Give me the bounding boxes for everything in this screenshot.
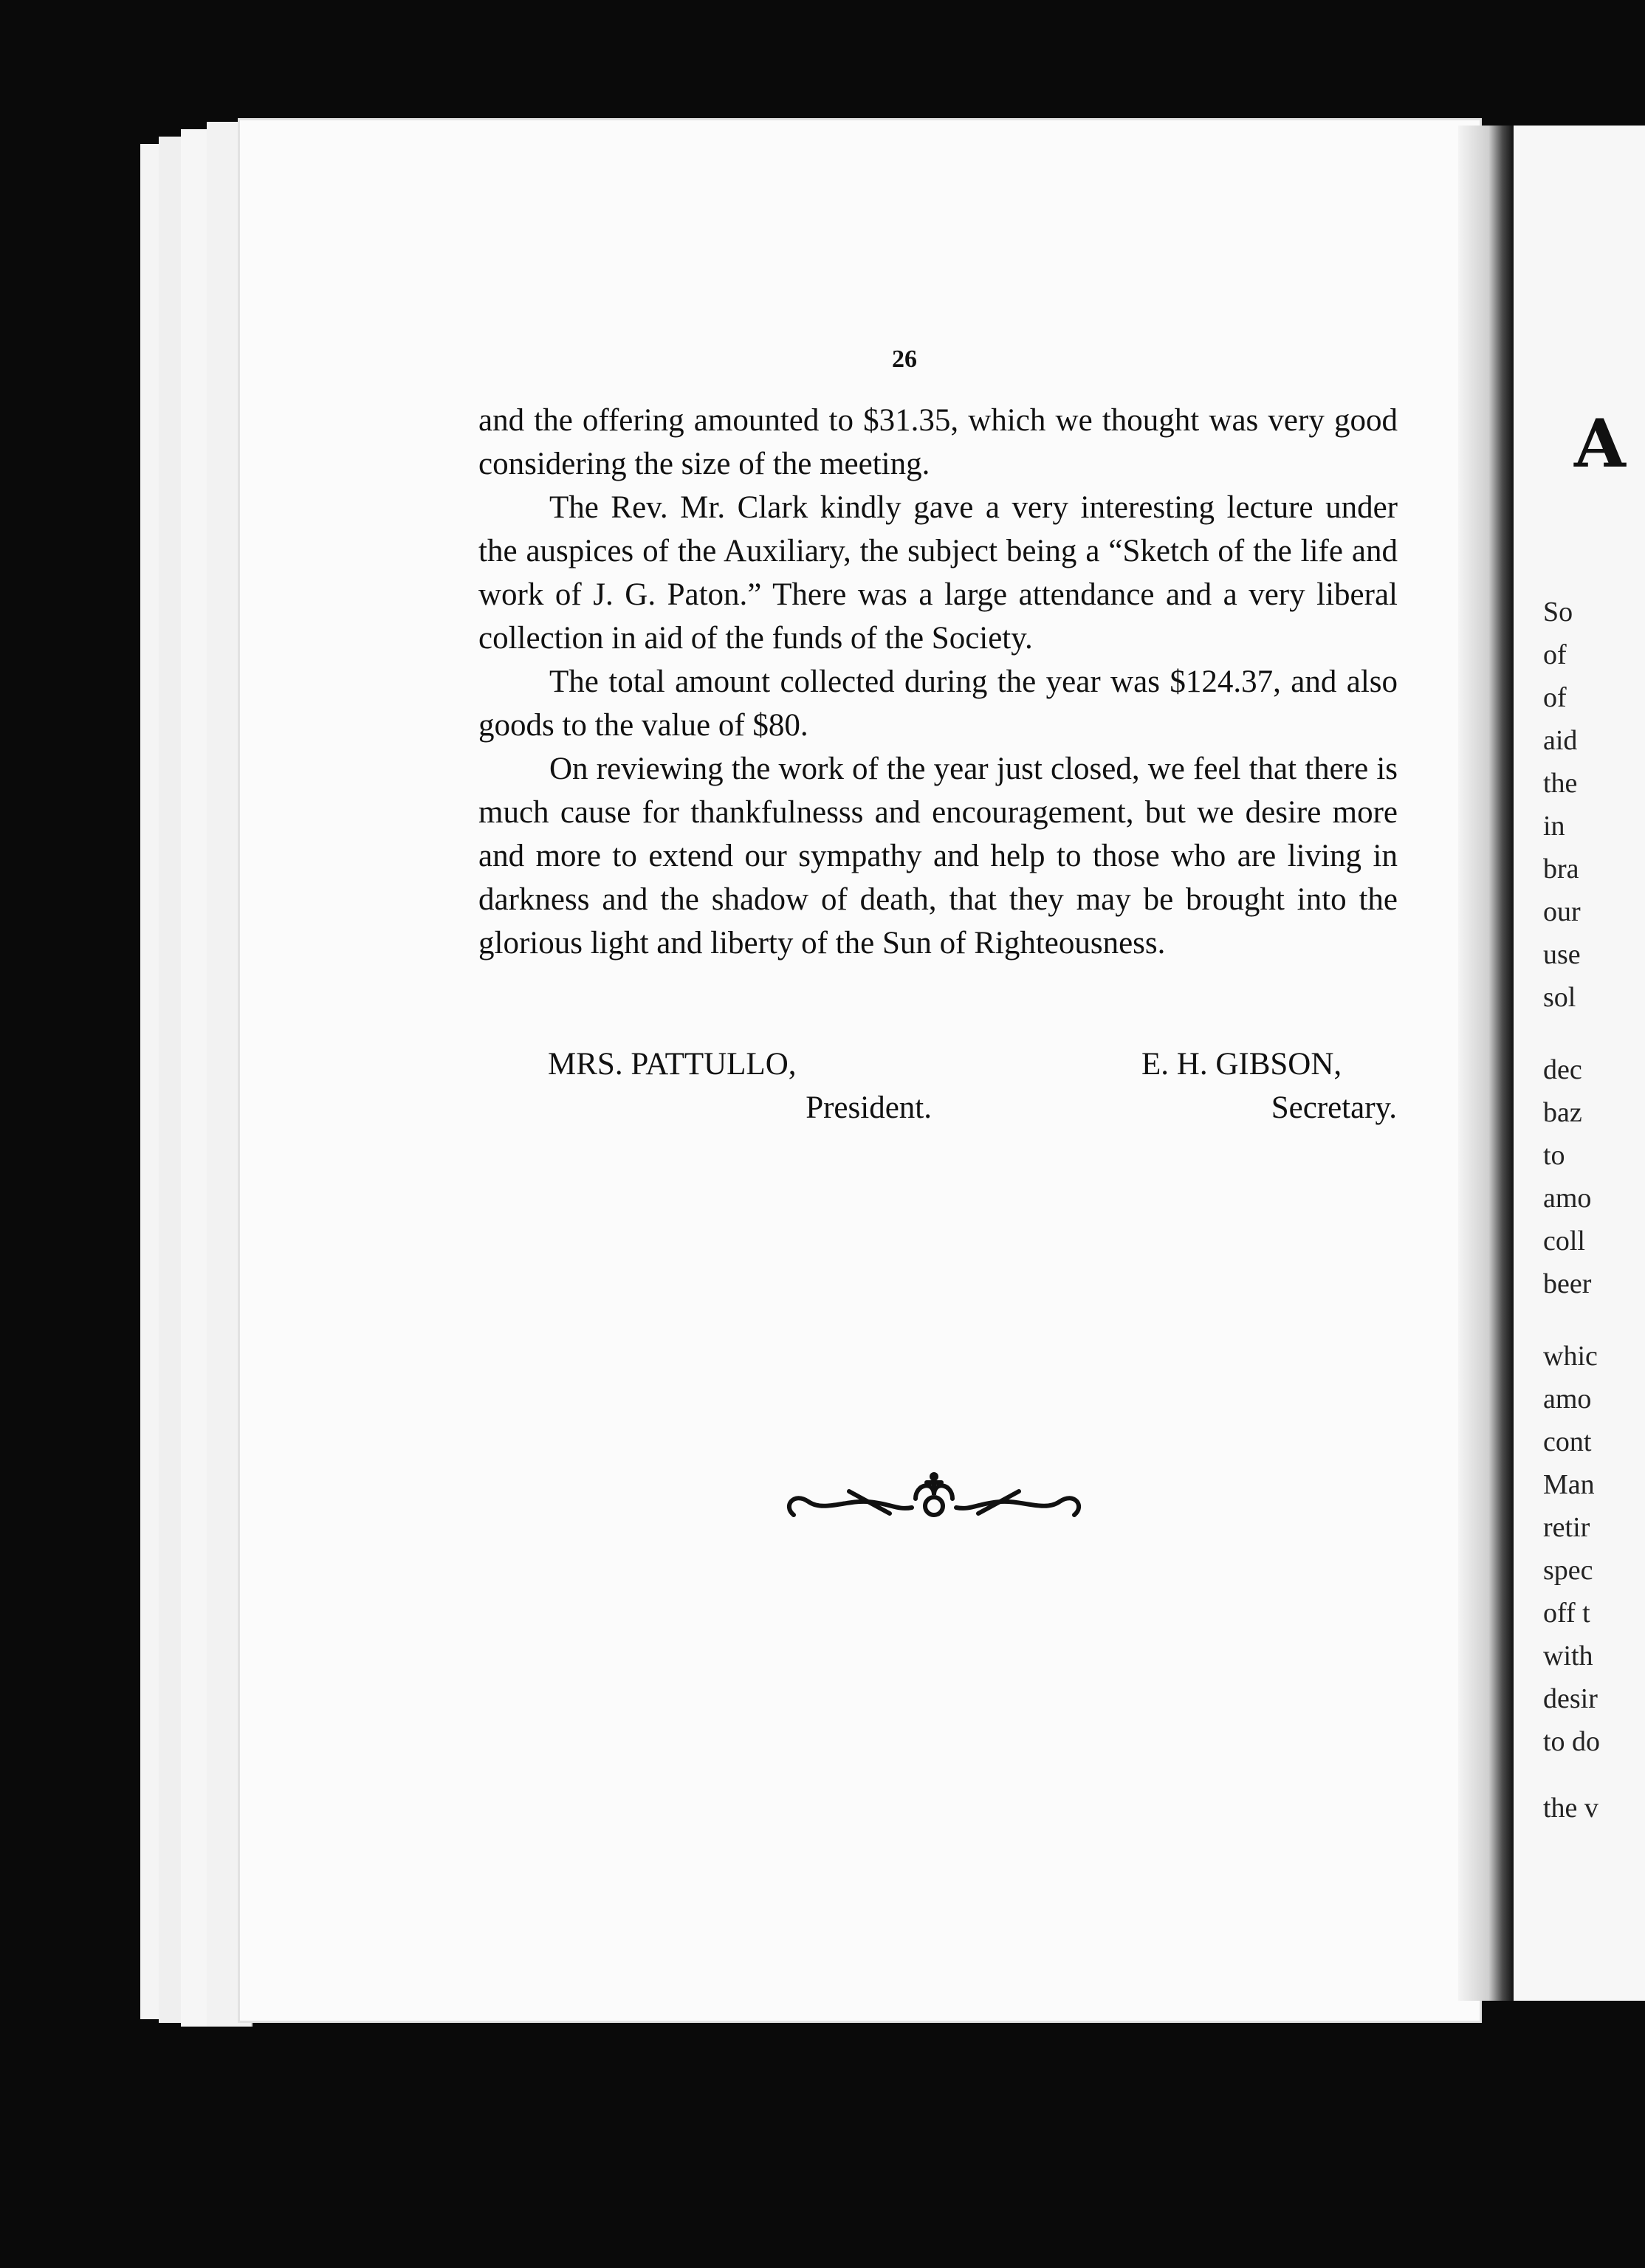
signature-president xyxy=(548,1042,932,1130)
text-fragment: whic xyxy=(1543,1341,1598,1372)
text-fragment: of xyxy=(1543,639,1567,670)
page-number: 26 xyxy=(892,346,917,373)
text-fragment: the xyxy=(1543,768,1578,799)
text-fragment: the v xyxy=(1543,1793,1598,1824)
text-fragment: So xyxy=(1543,597,1573,628)
text-fragment: amo xyxy=(1543,1183,1592,1214)
page-body xyxy=(478,399,1398,965)
text-fragment: to do xyxy=(1543,1726,1601,1757)
text-fragment: of xyxy=(1543,682,1567,713)
text-fragment: off t xyxy=(1543,1598,1590,1629)
text-fragment: retir xyxy=(1543,1512,1590,1543)
adjacent-page-text xyxy=(1543,0,1626,2268)
text-fragment: with xyxy=(1543,1640,1593,1671)
text-fragment: cont xyxy=(1543,1426,1592,1457)
signature-role: Secretary. xyxy=(1271,1090,1397,1125)
paragraph: On reviewing the work of the year just closed, we feel that there is much cause for thankfulnesss and encouragement, but we desire more and more to extend our sympathy and help to those who are living in darkness and the shadow of death, that they may be brought into the glorious light and liberty of the Sun of Righteousness. xyxy=(478,752,1398,961)
signature-role: President. xyxy=(806,1090,932,1125)
text-fragment: bra xyxy=(1543,853,1579,884)
signature-secretary xyxy=(1141,1042,1397,1130)
text-fragment: baz xyxy=(1543,1097,1582,1128)
signature-name: MRS. PATTULLO, xyxy=(548,1047,797,1082)
paragraph: and the offering amounted to $31.35, which we thought was very good considering the size of the meeting. xyxy=(478,403,1398,481)
text-fragment: spec xyxy=(1543,1555,1593,1586)
text-fragment: our xyxy=(1543,896,1581,927)
text-fragment: beer xyxy=(1543,1268,1592,1299)
text-fragment: use xyxy=(1543,939,1581,970)
book-gutter xyxy=(1458,126,1514,2001)
text-fragment: Man xyxy=(1543,1469,1595,1500)
paragraph: The Rev. Mr. Clark kindly gave a very interesting lecture under the auspices of the Auxiliary, the subject being a “Sketch of the life and work of J. G. Paton.” There was a large attendance and a very liberal collection in aid of the funds of the Society. xyxy=(478,490,1398,656)
adjacent-heading: A xyxy=(1574,405,1626,483)
text-fragment: sol xyxy=(1543,982,1576,1013)
text-fragment: aid xyxy=(1543,725,1578,756)
text-fragment: to xyxy=(1543,1140,1565,1171)
ornament-icon xyxy=(779,1469,1089,1536)
text-fragment: desir xyxy=(1543,1683,1598,1714)
text-fragment: coll xyxy=(1543,1226,1585,1257)
text-fragment: amo xyxy=(1543,1384,1592,1415)
text-fragment: in xyxy=(1543,811,1565,842)
signature-name: E. H. GIBSON, xyxy=(1141,1047,1342,1082)
paragraph: The total amount collected during the year was $124.37, and also goods to the value of $80. xyxy=(478,664,1398,743)
text-fragment: dec xyxy=(1543,1054,1582,1085)
